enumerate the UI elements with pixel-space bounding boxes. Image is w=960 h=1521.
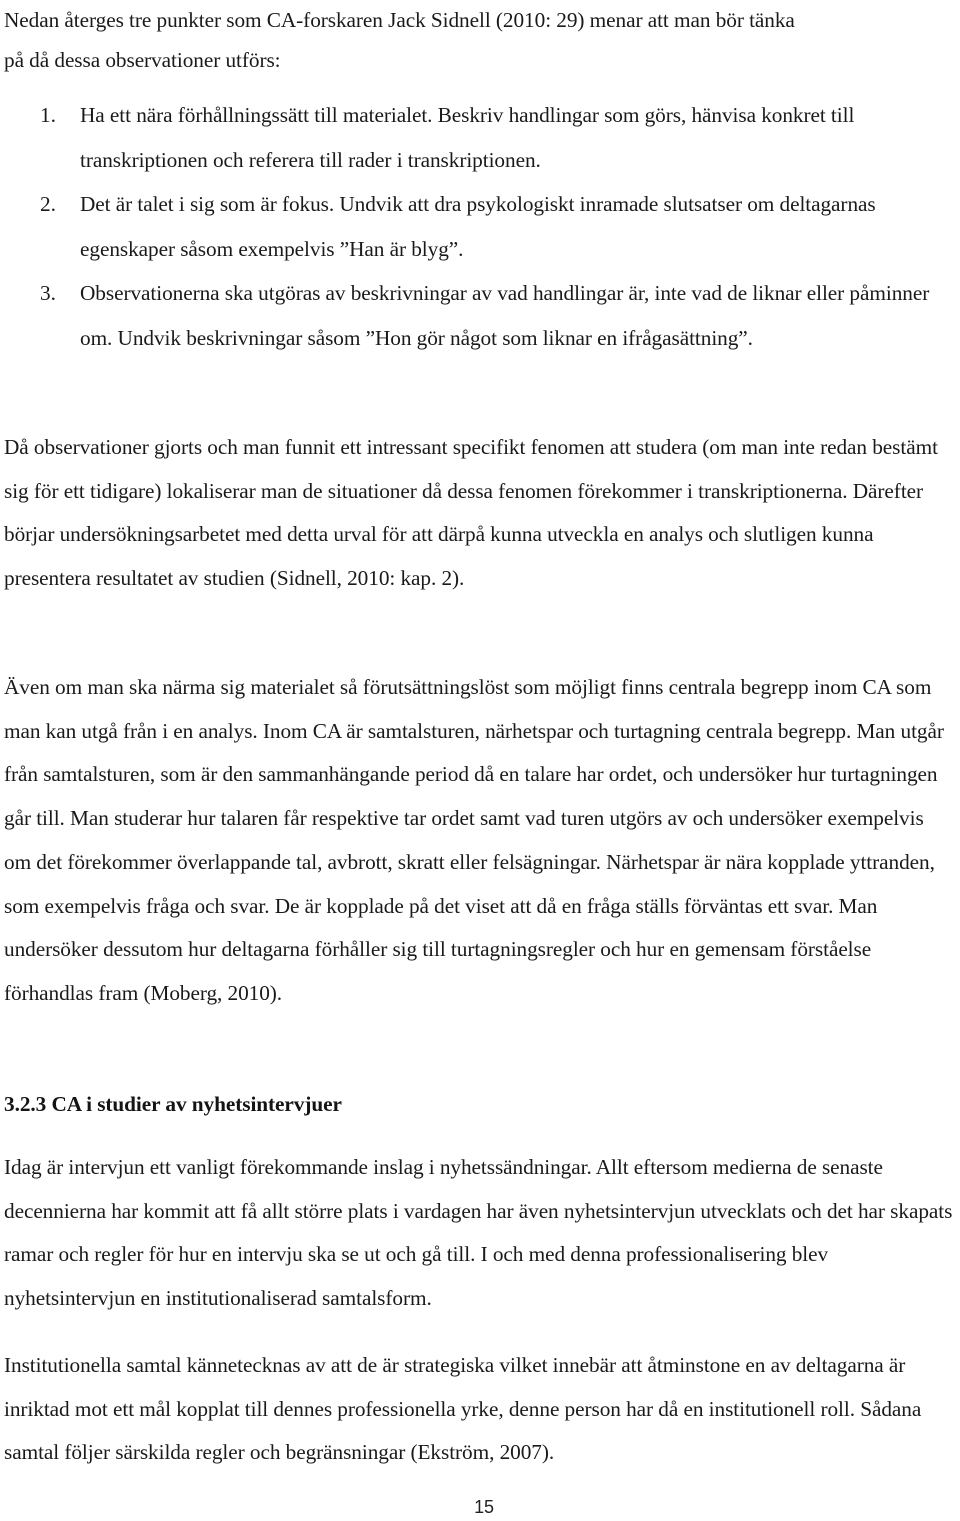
list-item-number: 1. (40, 103, 56, 127)
list-item-number: 3. (40, 281, 56, 305)
list-item-number: 2. (40, 192, 56, 216)
intro-line-2: på då dessa observationer utförs: (4, 48, 281, 72)
list-item (4, 182, 954, 271)
body-paragraph: Institutionella samtal kännetecknas av att de är strategiska vilket innebär att åtminstone en av deltagarna är inriktad mot ett mål kopplat till dennes professionella yrke, denne person har då en institutionell roll. Sådana samtal följer särskilda regler och begränsningar (Ekström, 2007). (4, 1353, 922, 1465)
section-heading: 3.2.3 CA i studier av nyhetsintervjuer (4, 1092, 342, 1116)
body-paragraph: Idag är intervjun ett vanligt förekommande inslag i nyhetssändningar. Allt eftersom medierna de senaste decennierna har kommit att få allt större plats i vardagen har även nyhetsintervjun utvecklats och det har skapats ramar och regler för hur en intervju ska se ut och gå till. I och med denna professionalisering blev nyhetsintervjun en institutionaliserad samtalsform. (4, 1155, 953, 1311)
list-item (4, 271, 954, 360)
list-item-text: Det är talet i sig som är fokus. Undvik att dra psykologiskt inramade slutsatser om deltagarnas egenskaper såsom exempelvis ”Han är blyg”. (80, 192, 876, 261)
numbered-list (4, 93, 954, 360)
list-item-text: Ha ett nära förhållningssätt till materialet. Beskriv handlingar som görs, hänvisa konkret till transkriptionen och referera till rader i transkriptionen. (80, 103, 855, 172)
list-item-text: Observationerna ska utgöras av beskrivningar av vad handlingar är, inte vad de liknar eller påminner om. Undvik beskrivningar såsom ”Hon gör något som liknar en ifrågasättning”. (80, 281, 930, 350)
body-paragraph: Då observationer gjorts och man funnit ett intressant specifikt fenomen att studera (om man inte redan bestämt sig för ett tidigare) lokaliserar man de situationer då dessa fenomen förekommer i transkriptionerna. Därefter börjar undersökningsarbetet med detta urval för att därpå kunna utveckla en analys och slutligen kunna presentera resultatet av studien (Sidnell, 2010: kap. 2). (4, 435, 938, 591)
intro-paragraph (4, 0, 954, 80)
list-item (4, 93, 954, 182)
body-paragraph: Även om man ska närma sig materialet så förutsättningslöst som möjligt finns centrala begrepp inom CA som man kan utgå från i en analys. Inom CA är samtalsturen, närhetspar och turtagning centrala begrepp. Man utgår från samtalsturen, som är den sammanhängande period då en talare har ordet, och undersöker hur turtagningen går till. Man studerar hur talaren får respektive tar ordet samt vad turen utgörs av och undersöker exempelvis om det förekommer överlappande tal, avbrott, skratt eller felsägningar. Närhetspar är nära kopplade yttranden, som exempelvis fråga och svar. De är kopplade på det viset att då en fråga ställs förväntas ett svar. Man undersöker dessutom hur deltagarna förhåller sig till turtagningsregler och hur en gemensam förståelse förhandlas fram (Moberg, 2010). (4, 675, 944, 1005)
page-number: 15 (474, 1497, 494, 1517)
intro-line-1: Nedan återges tre punkter som CA-forskaren Jack Sidnell (2010: 29) menar att man bör tänka (4, 8, 795, 32)
